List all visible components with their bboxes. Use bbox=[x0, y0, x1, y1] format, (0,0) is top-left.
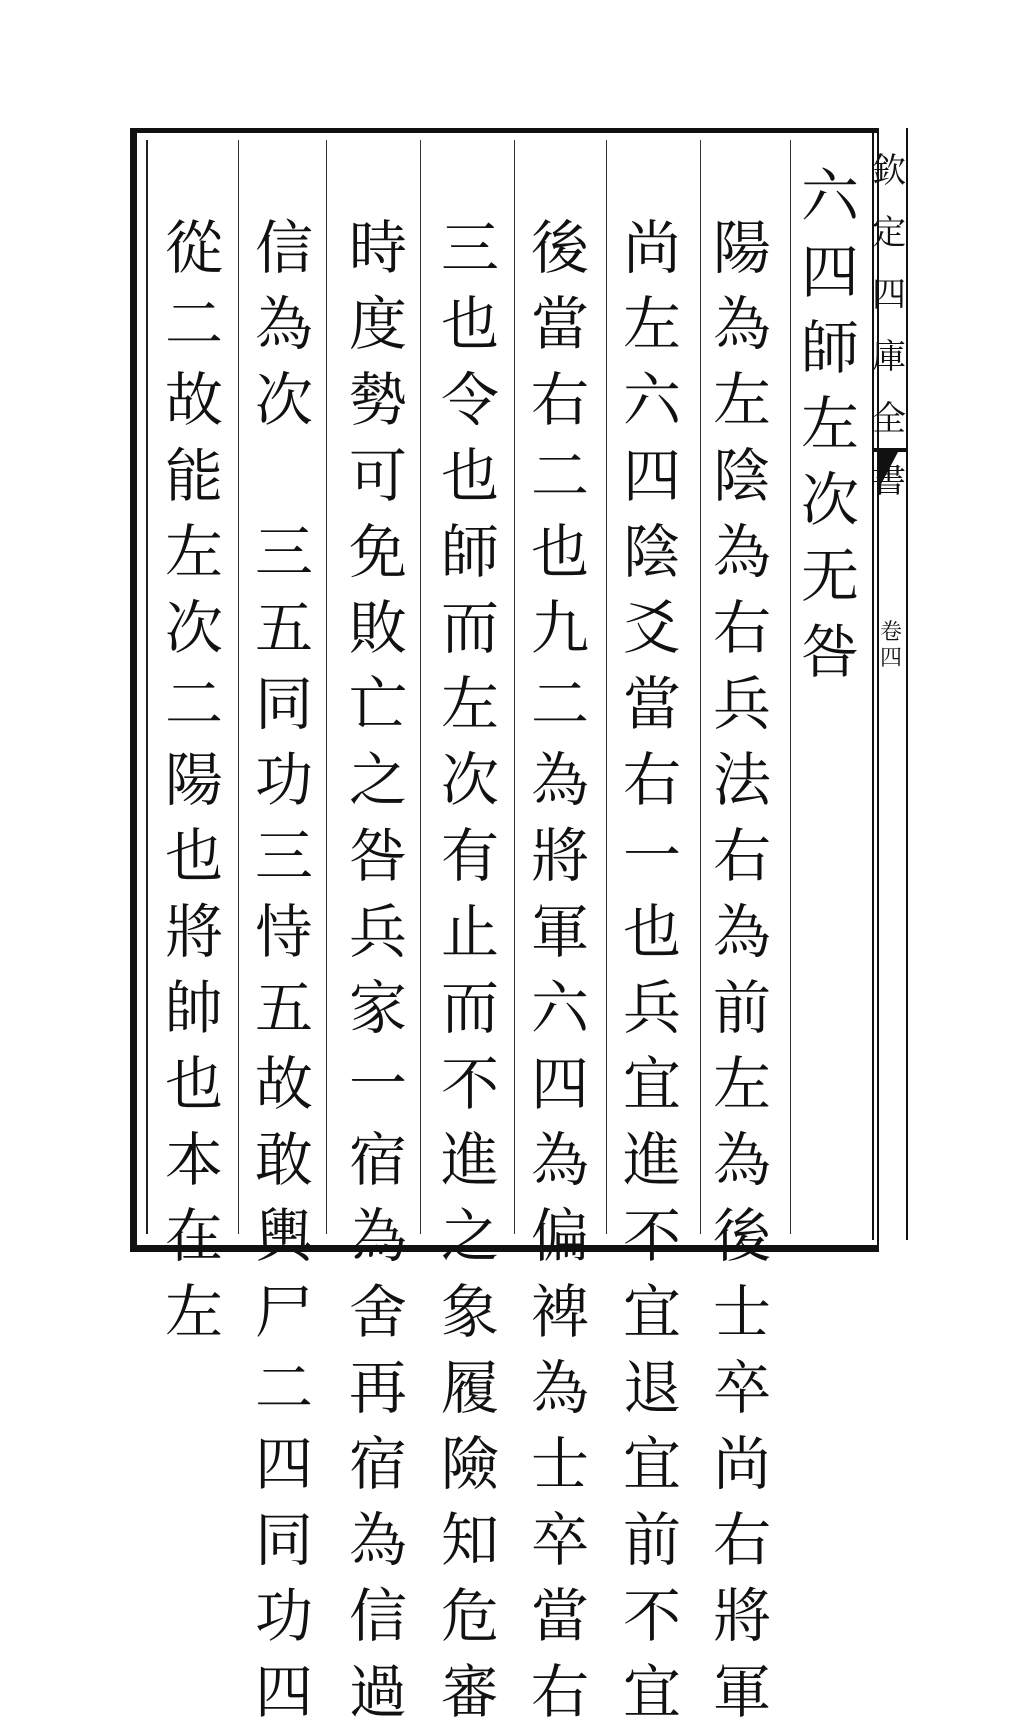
glyph: 師 bbox=[800, 314, 859, 382]
glyph: 進 bbox=[622, 1126, 681, 1194]
glyph: 士 bbox=[712, 1278, 771, 1346]
glyph: 四 bbox=[880, 646, 903, 671]
glyph: 為 bbox=[254, 290, 313, 358]
column-rule bbox=[514, 140, 515, 1234]
glyph: 之 bbox=[440, 1202, 499, 1270]
glyph: 為 bbox=[530, 1126, 589, 1194]
glyph: 時 bbox=[348, 214, 407, 282]
glyph: 二 bbox=[164, 290, 223, 358]
glyph: 左 bbox=[164, 518, 223, 586]
glyph: 次 bbox=[164, 594, 223, 662]
glyph: 再 bbox=[348, 1354, 407, 1422]
glyph: 也 bbox=[440, 290, 499, 358]
column-rule bbox=[326, 140, 327, 1234]
glyph: 也 bbox=[164, 1050, 223, 1118]
glyph: 庫 bbox=[872, 337, 906, 377]
glyph: 二 bbox=[164, 670, 223, 738]
glyph: 六 bbox=[530, 974, 589, 1042]
glyph: 不 bbox=[622, 1202, 681, 1270]
glyph: 退 bbox=[622, 1354, 681, 1422]
text-column-3 bbox=[612, 210, 692, 1730]
glyph: 令 bbox=[440, 366, 499, 434]
glyph: 信 bbox=[254, 214, 313, 282]
glyph: 家 bbox=[348, 974, 407, 1042]
glyph: 為 bbox=[712, 518, 771, 586]
glyph: 三 bbox=[254, 822, 313, 890]
glyph: 左 bbox=[712, 1050, 771, 1118]
glyph: 陽 bbox=[712, 214, 771, 282]
glyph: 為 bbox=[348, 1202, 407, 1270]
glyph: 輿 bbox=[254, 1202, 313, 1270]
text-column-1 bbox=[790, 158, 870, 690]
glyph: 全 bbox=[872, 399, 906, 439]
glyph: 宜 bbox=[622, 1278, 681, 1346]
glyph: 二 bbox=[530, 670, 589, 738]
glyph: 爻 bbox=[622, 594, 681, 662]
glyph: 四 bbox=[530, 1050, 589, 1118]
glyph: 五 bbox=[254, 594, 313, 662]
glyph: 為 bbox=[348, 1506, 407, 1574]
glyph: 從 bbox=[164, 214, 223, 282]
glyph: 前 bbox=[622, 1506, 681, 1574]
glyph: 前 bbox=[712, 974, 771, 1042]
glyph: 无 bbox=[800, 542, 859, 610]
glyph: 右 bbox=[712, 594, 771, 662]
glyph: 士 bbox=[530, 1430, 589, 1498]
glyph: 尚 bbox=[712, 1430, 771, 1498]
glyph: 功 bbox=[254, 746, 313, 814]
glyph: 審 bbox=[440, 1658, 499, 1726]
glyph: 故 bbox=[254, 1050, 313, 1118]
glyph: 四 bbox=[872, 275, 906, 315]
glyph: 止 bbox=[440, 898, 499, 966]
glyph: 左 bbox=[800, 390, 859, 458]
glyph: 而 bbox=[440, 594, 499, 662]
inner-border-line bbox=[146, 140, 148, 1234]
glyph: 師 bbox=[440, 518, 499, 586]
glyph: 不 bbox=[622, 1582, 681, 1650]
glyph: 四 bbox=[254, 1658, 313, 1726]
glyph: 免 bbox=[348, 518, 407, 586]
glyph: 書 bbox=[872, 461, 906, 501]
glyph: 險 bbox=[440, 1430, 499, 1498]
glyph: 不 bbox=[440, 1050, 499, 1118]
glyph: 勢 bbox=[348, 366, 407, 434]
glyph: 左 bbox=[164, 1278, 223, 1346]
fish-tail-mark bbox=[878, 452, 900, 490]
glyph: 當 bbox=[530, 290, 589, 358]
glyph: 六 bbox=[622, 366, 681, 434]
glyph: 為 bbox=[530, 746, 589, 814]
glyph: 進 bbox=[440, 1126, 499, 1194]
glyph: 宜 bbox=[622, 1050, 681, 1118]
glyph: 宿 bbox=[348, 1126, 407, 1194]
glyph: 過 bbox=[348, 1658, 407, 1726]
glyph: 軍 bbox=[712, 1658, 771, 1726]
text-column-8 bbox=[154, 210, 234, 1350]
glyph: 右 bbox=[530, 366, 589, 434]
glyph: 也 bbox=[622, 898, 681, 966]
glyph: 當 bbox=[530, 1582, 589, 1650]
glyph: 右 bbox=[712, 1506, 771, 1574]
glyph: 信 bbox=[348, 1582, 407, 1650]
glyph: 卒 bbox=[712, 1354, 771, 1422]
glyph: 之 bbox=[348, 746, 407, 814]
glyph: 咎 bbox=[800, 618, 859, 686]
glyph: 後 bbox=[530, 214, 589, 282]
glyph: 危 bbox=[440, 1582, 499, 1650]
glyph: 左 bbox=[712, 366, 771, 434]
glyph: 能 bbox=[164, 442, 223, 510]
glyph: 四 bbox=[622, 442, 681, 510]
glyph: 恃 bbox=[254, 898, 313, 966]
column-rule bbox=[238, 140, 239, 1234]
juan-label bbox=[880, 620, 902, 672]
glyph: 五 bbox=[254, 974, 313, 1042]
glyph: 也 bbox=[440, 442, 499, 510]
glyph: 右 bbox=[712, 822, 771, 890]
glyph: 將 bbox=[164, 898, 223, 966]
glyph: 右 bbox=[622, 746, 681, 814]
glyph: 功 bbox=[254, 1582, 313, 1650]
glyph: 兵 bbox=[712, 670, 771, 738]
glyph: 也 bbox=[530, 518, 589, 586]
glyph: 知 bbox=[440, 1506, 499, 1574]
text-column-7 bbox=[244, 210, 324, 1730]
glyph: 宿 bbox=[348, 1430, 407, 1498]
glyph: 舍 bbox=[348, 1278, 407, 1346]
glyph: 左 bbox=[440, 670, 499, 738]
glyph: 四 bbox=[254, 1430, 313, 1498]
glyph: 宜 bbox=[622, 1430, 681, 1498]
glyph: 在 bbox=[164, 1202, 223, 1270]
glyph: 二 bbox=[254, 1354, 313, 1422]
glyph: 後 bbox=[712, 1202, 771, 1270]
glyph: 本 bbox=[164, 1126, 223, 1194]
column-rule bbox=[700, 140, 701, 1234]
glyph: 陰 bbox=[622, 518, 681, 586]
text-column-5 bbox=[430, 210, 510, 1730]
glyph: 右 bbox=[530, 1658, 589, 1726]
glyph: 次 bbox=[800, 466, 859, 534]
glyph: 尸 bbox=[254, 1278, 313, 1346]
glyph: 敗 bbox=[348, 594, 407, 662]
glyph bbox=[244, 438, 324, 514]
glyph: 一 bbox=[622, 822, 681, 890]
glyph: 同 bbox=[254, 1506, 313, 1574]
glyph: 四 bbox=[800, 238, 859, 306]
glyph: 可 bbox=[348, 442, 407, 510]
glyph: 九 bbox=[530, 594, 589, 662]
glyph: 帥 bbox=[164, 974, 223, 1042]
text-column-6 bbox=[338, 210, 418, 1730]
glyph: 為 bbox=[530, 1354, 589, 1422]
glyph: 尚 bbox=[622, 214, 681, 282]
glyph: 軍 bbox=[530, 898, 589, 966]
glyph: 一 bbox=[348, 1050, 407, 1118]
column-rule bbox=[606, 140, 607, 1234]
glyph: 六 bbox=[800, 162, 859, 230]
glyph: 兵 bbox=[348, 898, 407, 966]
glyph: 二 bbox=[530, 442, 589, 510]
glyph: 欽 bbox=[872, 151, 906, 191]
glyph: 將 bbox=[530, 822, 589, 890]
glyph: 次 bbox=[254, 366, 313, 434]
glyph: 亡 bbox=[348, 670, 407, 738]
glyph: 而 bbox=[440, 974, 499, 1042]
glyph: 陽 bbox=[164, 746, 223, 814]
glyph: 卷 bbox=[880, 620, 903, 645]
glyph: 故 bbox=[164, 366, 223, 434]
column-rule bbox=[420, 140, 421, 1234]
glyph: 也 bbox=[164, 822, 223, 890]
text-column-2 bbox=[702, 210, 782, 1730]
glyph: 敢 bbox=[254, 1126, 313, 1194]
glyph: 陰 bbox=[712, 442, 771, 510]
glyph: 同 bbox=[254, 670, 313, 738]
glyph: 象 bbox=[440, 1278, 499, 1346]
glyph: 有 bbox=[440, 822, 499, 890]
glyph: 兵 bbox=[622, 974, 681, 1042]
glyph: 宜 bbox=[622, 1658, 681, 1726]
glyph: 裨 bbox=[530, 1278, 589, 1346]
glyph: 為 bbox=[712, 290, 771, 358]
glyph: 三 bbox=[440, 214, 499, 282]
glyph: 定 bbox=[872, 213, 906, 253]
glyph: 為 bbox=[712, 898, 771, 966]
glyph: 次 bbox=[440, 746, 499, 814]
text-column-4 bbox=[520, 210, 600, 1730]
glyph: 履 bbox=[440, 1354, 499, 1422]
glyph: 為 bbox=[712, 1126, 771, 1194]
glyph: 左 bbox=[622, 290, 681, 358]
glyph: 三 bbox=[254, 518, 313, 586]
glyph: 當 bbox=[622, 670, 681, 738]
glyph: 將 bbox=[712, 1582, 771, 1650]
glyph: 度 bbox=[348, 290, 407, 358]
glyph: 咎 bbox=[348, 822, 407, 890]
glyph: 偏 bbox=[530, 1202, 589, 1270]
glyph: 法 bbox=[712, 746, 771, 814]
glyph: 卒 bbox=[530, 1506, 589, 1574]
